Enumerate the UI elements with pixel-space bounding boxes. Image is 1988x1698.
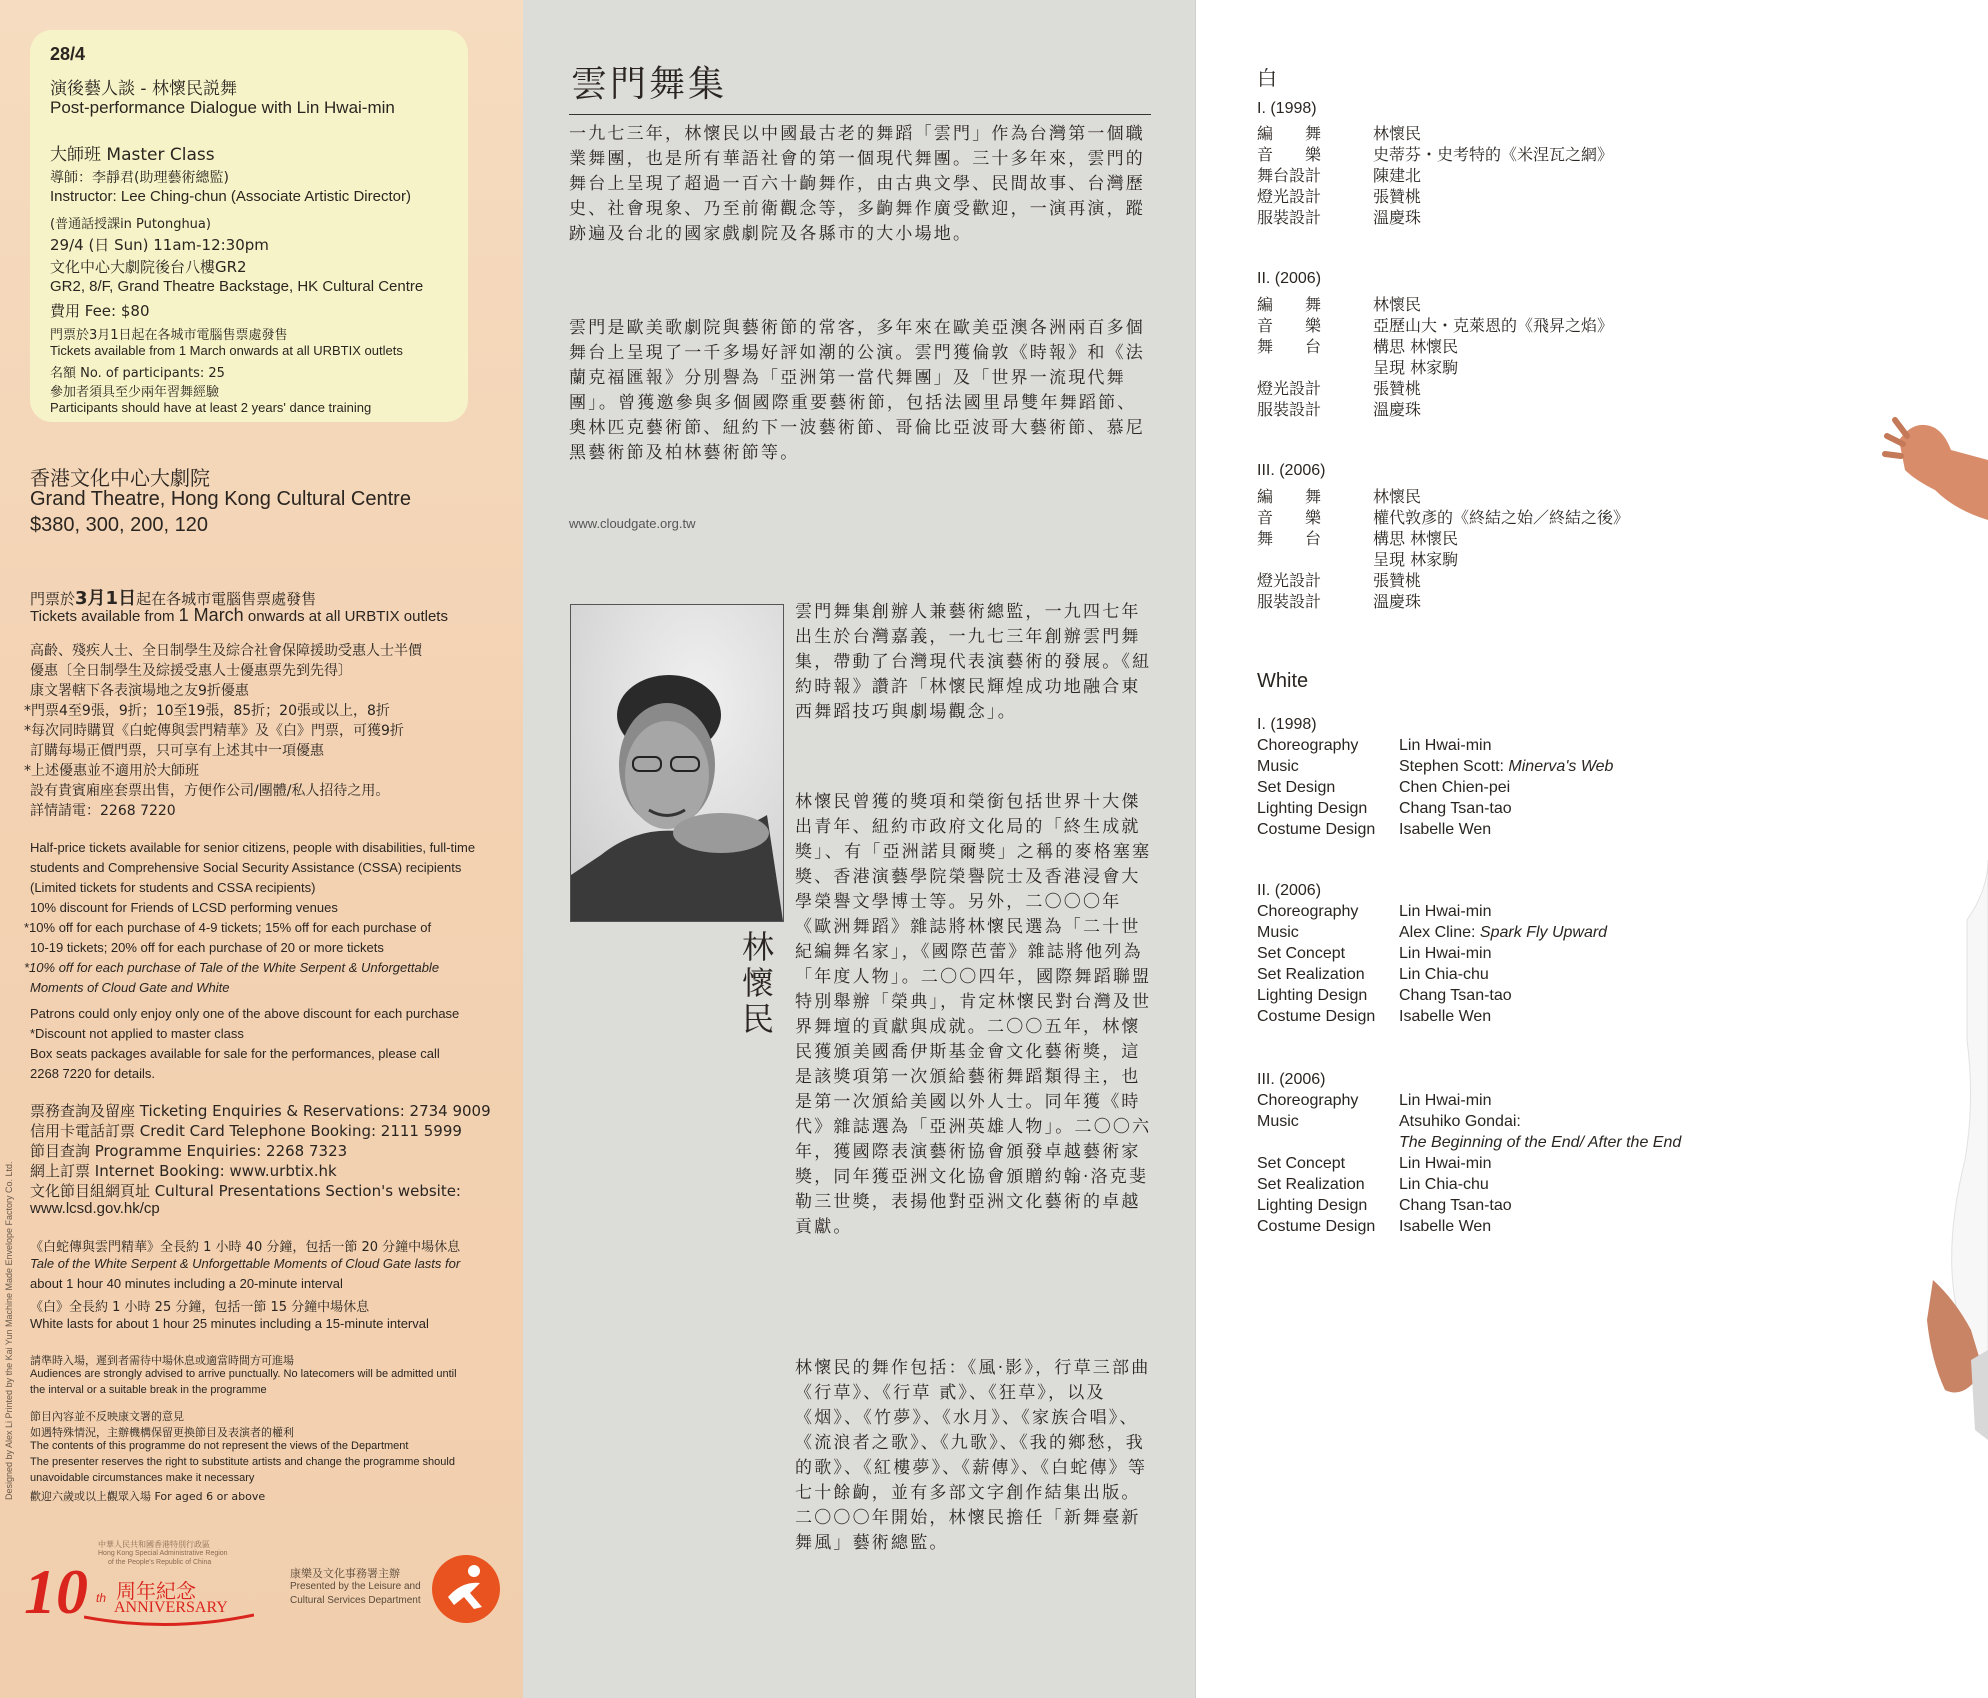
credit-name: 溫慶珠 [1373,592,1422,611]
ticket-sale-zh-post: 起在各城市電腦售票處發售 [136,590,317,608]
dancer-photo [1875,400,1988,1480]
credit-name: 張贊桃 [1373,187,1422,206]
class-tickets-en: Tickets available from 1 March onwards at all URBTIX outlets [50,343,403,358]
credit-name: 權代敦彥的《終結之始／終結之後》 [1373,508,1630,527]
venue-zh: 香港文化中心大劇院 [30,466,210,490]
anniv-label-zh: 周年紀念 [116,1579,196,1603]
left-info-column [0,0,523,1698]
discount-zh-line: *門票4至9張，9折；10至19張，85折；20張或以上，8折 [24,703,390,719]
credit-role: 服裝設計 [1257,400,1322,419]
credit-name: Lin Hwai-min [1399,945,1492,962]
credit-name: Chang Tsan-tao [1399,987,1512,1004]
presenter-en2: Cultural Services Department [290,1595,421,1606]
credit-name: Isabelle Wen [1399,821,1492,838]
credit-name: Chen Chien-pei [1399,779,1511,796]
bio-para3: 林懷民的舞作包括：《風·影》，行草三部曲《行草》、《行草 貳》、《狂草》，以及《烟》、《竹夢》、《水月》、《家族合唱》、《流浪者之歌》、《九歌》、《我的鄉愁，我的歌》、《紅樓夢》、《薪傳》、《白蛇傳》等七十餘齣，並有多部文字創作結集出版。二〇〇〇年開始，林懷民擔任「新舞臺新舞風」藝術總監。 [795,1358,1151,1553]
credit-heading: II. (2006) [1257,270,1322,287]
credit-work-title: Spark Fly Upward [1479,924,1608,941]
notice-line: 請準時入場，遲到者需待中場休息或適當時間方可進場 [30,1354,294,1367]
credits-zh-title: 白 [1257,66,1277,90]
class-time: 29/4 (日 Sun) 11am-12:30pm [50,236,269,254]
discount-en-line: Half-price tickets available for senior citizens, people with disabilities, full-time [30,840,476,855]
cloud-gate-url: www.cloudgate.org.tw [569,516,696,531]
credit-name: Chang Tsan-tao [1399,800,1512,817]
credit-role: Lighting Design [1257,1197,1368,1214]
notice-line: the interval or a suitable break in the programme [30,1384,267,1396]
credit-name: Isabelle Wen [1399,1218,1492,1235]
credit-name: 陳建北 [1373,166,1422,185]
credit-name: Lin Hwai-min [1399,1092,1492,1109]
notice-line: 節目內容並不反映康文署的意見 [30,1410,184,1423]
notice-line: Audiences are strongly advised to arrive punctually. No latecomers will be admitted until [30,1368,457,1380]
anniversary-logo [24,1535,274,1635]
credit-role: Costume Design [1257,1008,1376,1025]
class-tickets-zh: 門票於3月1日起在各城市電腦售票處發售 [50,328,288,343]
credit-role: 編 舞 [1257,295,1322,314]
credit-name: Atsuhiko Gondai: [1399,1113,1521,1130]
presenter-en1: Presented by the Leisure and [290,1581,421,1592]
lcsd-logo-icon [430,1553,502,1625]
enquiry-line: 網上訂票 Internet Booking: www.urbtix.hk [30,1162,337,1180]
credit-role: Costume Design [1257,1218,1376,1235]
credit-name: Lin Hwai-min [1399,737,1492,754]
credit-role: Music [1257,1113,1299,1130]
credit-role: Choreography [1257,737,1359,754]
enquiry-line: 文化節目組網頁址 Cultural Presentations Section's website: [30,1182,461,1200]
notice-line: 如遇特殊情況，主辦機構保留更換節目及表演者的權利 [30,1426,294,1439]
language-note: (普通話授課in Putonghua) [50,217,211,232]
credit-role: Music [1257,924,1299,941]
notice-line: unavoidable circumstances make it necessary [30,1472,255,1484]
discount-en-line: 10-19 tickets; 20% off for each purchase of 20 or more tickets [30,940,384,955]
cloud-gate-para1: 一九七三年，林懷民以中國最古老的舞蹈「雲門」作為台灣第一個職業舞團，也是所有華語社會的第一個現代舞團。三十多年來，雲門的舞台上呈現了超過一百六十齣舞作，由古典文學、民間故事、台灣歷史、社會現象、乃至前衛觀念等，多齣舞作廣受歡迎，一演再演，蹤跡遍及台北的國家戲劇院及各縣市的大小場地。 [569,124,1145,244]
ticket-sale-date-zh: 3月1日 [75,588,137,609]
credit-role: 服裝設計 [1257,208,1322,227]
credit-name: Lin Chia-chu [1399,966,1489,983]
credits-en-title: White [1257,670,1309,692]
credit-work-title: The Beginning of the End/ After the End [1399,1134,1682,1151]
instructor-en: Instructor: Lee Ching-chun (Associate Artistic Director) [50,188,411,205]
credit-heading: III. (2006) [1257,1071,1326,1088]
class-venue-en: GR2, 8/F, Grand Theatre Backstage, HK Cultural Centre [50,278,424,295]
credit-name-plain: Alex Cline: [1399,924,1480,941]
credit-role: 舞台設計 [1257,166,1322,185]
anniv-number: 10 [24,1556,88,1627]
credit-role: Lighting Design [1257,800,1368,817]
credit-name: Lin Hwai-min [1399,1155,1492,1172]
bio-para2: 林懷民曾獲的獎項和榮銜包括世界十大傑出青年、紐約市政府文化局的「終生成就獎」、有「亞洲諾貝爾獎」之稱的麥格塞塞獎、香港演藝學院榮譽院士及香港浸會大學榮譽文學博士等。另外，二〇〇〇年《歐洲舞蹈》雜誌將林懷民選為「二十世紀編舞名家」，《國際芭蕾》雜誌將他列為「年度人物」。二〇〇四年，國際舞蹈聯盟特別舉辦「榮典」，肯定林懷民對台灣及世界舞壇的貢獻與成就。二〇〇五年，林懷民獲頒美國喬伊斯基金會文化藝術獎，這是該獎項第一次頒給藝術舞蹈類得主，也是第一次頒給美國以外人士。同年獲《時代》雜誌選為「亞洲英雄人物」。二〇〇六年，獲國際表演藝術協會頒發卓越藝術家獎，同年獲亞洲文化協會頒贈約翰·洛克斐勒三世獎，表揚他對亞洲文化藝術的卓越貢獻。 [795,792,1152,1237]
event-date: 28/4 [50,44,86,64]
dialogue-en: Post-performance Dialogue with Lin Hwai-min [50,98,395,117]
discount-zh-line: 康文署轄下各表演場地之友9折優惠 [30,683,249,699]
credit-role: Set Concept [1257,945,1346,962]
credit-name: 亞歷山大・克萊恩的《飛昇之焰》 [1373,316,1614,335]
presenter-zh: 康樂及文化事務署主辦 [290,1567,400,1580]
credit-name: 林懷民 [1373,124,1422,143]
discount-en-line: Box seats packages available for sale for the performances, please call [30,1046,440,1061]
discount-en-line: Moments of Cloud Gate and White [30,980,230,995]
bio-name: 林懷民 [737,930,775,1038]
master-class-box [30,30,468,422]
duration-line: 《白蛇傳與雲門精華》全長約 1 小時 40 分鐘，包括一節 20 分鐘中場休息 [30,1240,461,1255]
portrait-image [571,605,783,921]
credit-role: 燈光設計 [1257,187,1322,206]
credit-role: 音 樂 [1257,508,1322,527]
credit-name [1399,758,1613,776]
discount-en-line: *Discount not applied to master class [30,1026,244,1041]
requirement-zh: 參加者須具至少兩年習舞經驗 [50,385,220,400]
credit-role: Choreography [1257,903,1359,920]
discount-en-line: students and Comprehensive Social Security Assistance (CSSA) recipients [30,860,462,875]
anniv-en2: of the People's Republic of China [108,1559,212,1566]
discount-en-line: 10% discount for Friends of LCSD performing venues [30,900,338,915]
duration-line: White lasts for about 1 hour 25 minutes including a 15-minute interval [30,1316,429,1331]
credit-role: Lighting Design [1257,987,1368,1004]
enquiry-line: www.lcsd.gov.hk/cp [30,1200,160,1217]
cloud-gate-para2: 雲門是歐美歌劇院與藝術節的常客，多年來在歐美亞澳各洲兩百多個舞台上呈現了一千多場好評如潮的公演。雲門獲倫敦《時報》和《法蘭克福匯報》分別譽為「亞洲第一當代舞團」及「世界一流現代舞團」。曾獲邀參與多個國際重要藝術節，包括法國里昂雙年舞蹈節、奧林匹克藝術節、紐約下一波藝術節、哥倫比亞波哥大藝術節、慕尼黑藝術節及柏林藝術節等。 [569,318,1145,463]
credit-role: 服裝設計 [1257,592,1322,611]
credit-role: Set Concept [1257,1155,1346,1172]
discount-zh-line: 訂購每場正價門票，只可享有上述其中一項優惠 [30,743,324,759]
discount-zh-line: *每次同時購買《白蛇傳與雲門精華》及《白》門票，可獲9折 [24,723,404,739]
duration-line: Tale of the White Serpent & Unforgettable Moments of Cloud Gate lasts for [30,1256,461,1271]
discount-en-line: *10% off for each purchase of 4-9 tickets; 15% off for each purchase of [24,920,432,935]
class-venue-zh: 文化中心大劇院後台八樓GR2 [50,258,247,276]
bio-para1: 雲門舞集創辦人兼藝術總監，一九四七年出生於台灣嘉義，一九七三年創辦雲門舞集，帶動了台灣現代表演藝術的發展。《紐約時報》讚許「林懷民輝煌成功地融合東西舞蹈技巧與劇場觀念」。 [795,602,1152,722]
notice-line: 歡迎六歲或以上觀眾入場 For aged 6 or above [30,1490,266,1503]
credit-heading: III. (2006) [1257,462,1326,479]
credit-name: 張贊桃 [1373,379,1422,398]
lin-hwai-min-portrait [570,604,784,922]
credit-name: 構思 林懷民 [1373,529,1459,548]
credit-role: 音 樂 [1257,145,1322,164]
credit-heading: I. (1998) [1257,716,1317,733]
ticket-prices: $380, 300, 200, 120 [30,514,208,536]
credit-role: 編 舞 [1257,487,1322,506]
credit-name: 溫慶珠 [1373,208,1422,227]
credit-name [1399,924,1607,942]
credit-role: Set Design [1257,779,1336,796]
discount-en-line: *10% off for each purchase of Tale of the White Serpent & Unforgettable [24,960,440,975]
credit-name: 史蒂芬・史考特的《米涅瓦之網》 [1373,145,1614,164]
credit-role: 音 樂 [1257,316,1322,335]
credit-heading: II. (2006) [1257,882,1322,899]
anniv-th: th [96,1591,107,1605]
anniv-en1: Hong Kong Special Administrative Region [98,1550,228,1557]
credit-role: Costume Design [1257,821,1376,838]
participants: 名額 No. of participants: 25 [50,366,225,381]
anniv-label-en: ANNIVERSARY [114,1599,228,1616]
notice-line: The presenter reserves the right to substitute artists and change the programme should [30,1456,455,1468]
credit-heading: I. (1998) [1257,100,1317,117]
anniv-zh: 中華人民共和國香港特別行政區 [98,1540,210,1549]
credit-role: Music [1257,758,1299,775]
credit-name: 林懷民 [1373,487,1422,506]
ticket-sale-en-pre: Tickets available from [30,608,179,625]
enquiry-line: 信用卡電話訂票 Credit Card Telephone Booking: 2111 5999 [30,1122,462,1140]
discount-en-line: (Limited tickets for students and CSSA recipients) [30,880,316,895]
anniv-swoosh-icon [84,1611,254,1629]
credit-name: 溫慶珠 [1373,400,1422,419]
discount-en-line: Patrons could only enjoy only one of the above discount for each purchase [30,1006,460,1021]
credit-role: Set Realization [1257,966,1365,983]
credit-role: Choreography [1257,1092,1359,1109]
ticket-sale-zh-pre: 門票於 [30,590,76,608]
discount-zh-line: 優惠〔全日制學生及綜援受惠人士優惠票先到先得〕 [30,663,352,679]
credit-role: 燈光設計 [1257,379,1322,398]
credit-name: 構思 林懷民 [1373,337,1459,356]
credit-name-plain: Stephen Scott: [1399,758,1509,775]
credit-name: Lin Hwai-min [1399,903,1492,920]
credit-work-title: Minerva's Web [1508,758,1614,775]
enquiry-line: 節目查詢 Programme Enquiries: 2268 7323 [30,1142,348,1160]
credit-name: Isabelle Wen [1399,1008,1492,1025]
instructor-zh: 導師：李靜君(助理藝術總監) [50,170,229,186]
side-credit: Designed by Alex Li Printed by the Kai Yun Machine Made Envelope Factory Co. Ltd. [4,1161,14,1500]
notice-line: The contents of this programme do not represent the views of the Department [30,1440,409,1452]
ticket-sale-en [30,605,448,626]
credit-name: 呈現 林家駒 [1373,550,1459,569]
discount-zh-line: 高齡、殘疾人士、全日制學生及綜合社會保障援助受惠人士半價 [30,643,422,659]
credit-role: 舞 台 [1257,337,1322,356]
cloud-gate-title: 雲門舞集 [571,64,728,105]
discount-en-line: 2268 7220 for details. [30,1066,156,1081]
credit-role: 編 舞 [1257,124,1322,143]
discount-zh-line: 設有貴賓廂座套票出售，方便作公司/團體/私人招待之用。 [30,783,390,799]
title-rule [569,114,1151,115]
discount-zh-line: 詳情請電：2268 7220 [30,803,176,819]
master-class-title: 大師班 Master Class [50,145,215,165]
discount-zh-line: *上述優惠並不適用於大師班 [24,763,199,779]
credit-name: Chang Tsan-tao [1399,1197,1512,1214]
duration-line: 《白》全長約 1 小時 25 分鐘，包括一節 15 分鐘中場休息 [30,1300,370,1315]
credit-name: 林懷民 [1373,295,1422,314]
credit-role: 舞 台 [1257,529,1322,548]
credits-column [1205,0,1988,1698]
credit-role: Set Realization [1257,1176,1365,1193]
enquiry-line: 票務查詢及留座 Ticketing Enquiries & Reservations: 2734 9009 [30,1102,491,1120]
ticket-sale-date-en: 1 March [178,605,244,625]
credit-name: Lin Chia-chu [1399,1176,1489,1193]
dialogue-zh: 演後藝人談 - 林懷民説舞 [50,79,237,99]
requirement-en: Participants should have at least 2 years' dance training [50,400,372,415]
venue-en: Grand Theatre, Hong Kong Cultural Centre [30,488,411,510]
credit-name: 張贊桃 [1373,571,1422,590]
duration-line: about 1 hour 40 minutes including a 20-minute interval [30,1276,343,1291]
credit-name: 呈現 林家駒 [1373,358,1459,377]
class-fee: 費用 Fee: $80 [50,302,150,320]
credit-role: 燈光設計 [1257,571,1322,590]
ticket-sale-en-post: onwards at all URBTIX outlets [243,608,448,625]
